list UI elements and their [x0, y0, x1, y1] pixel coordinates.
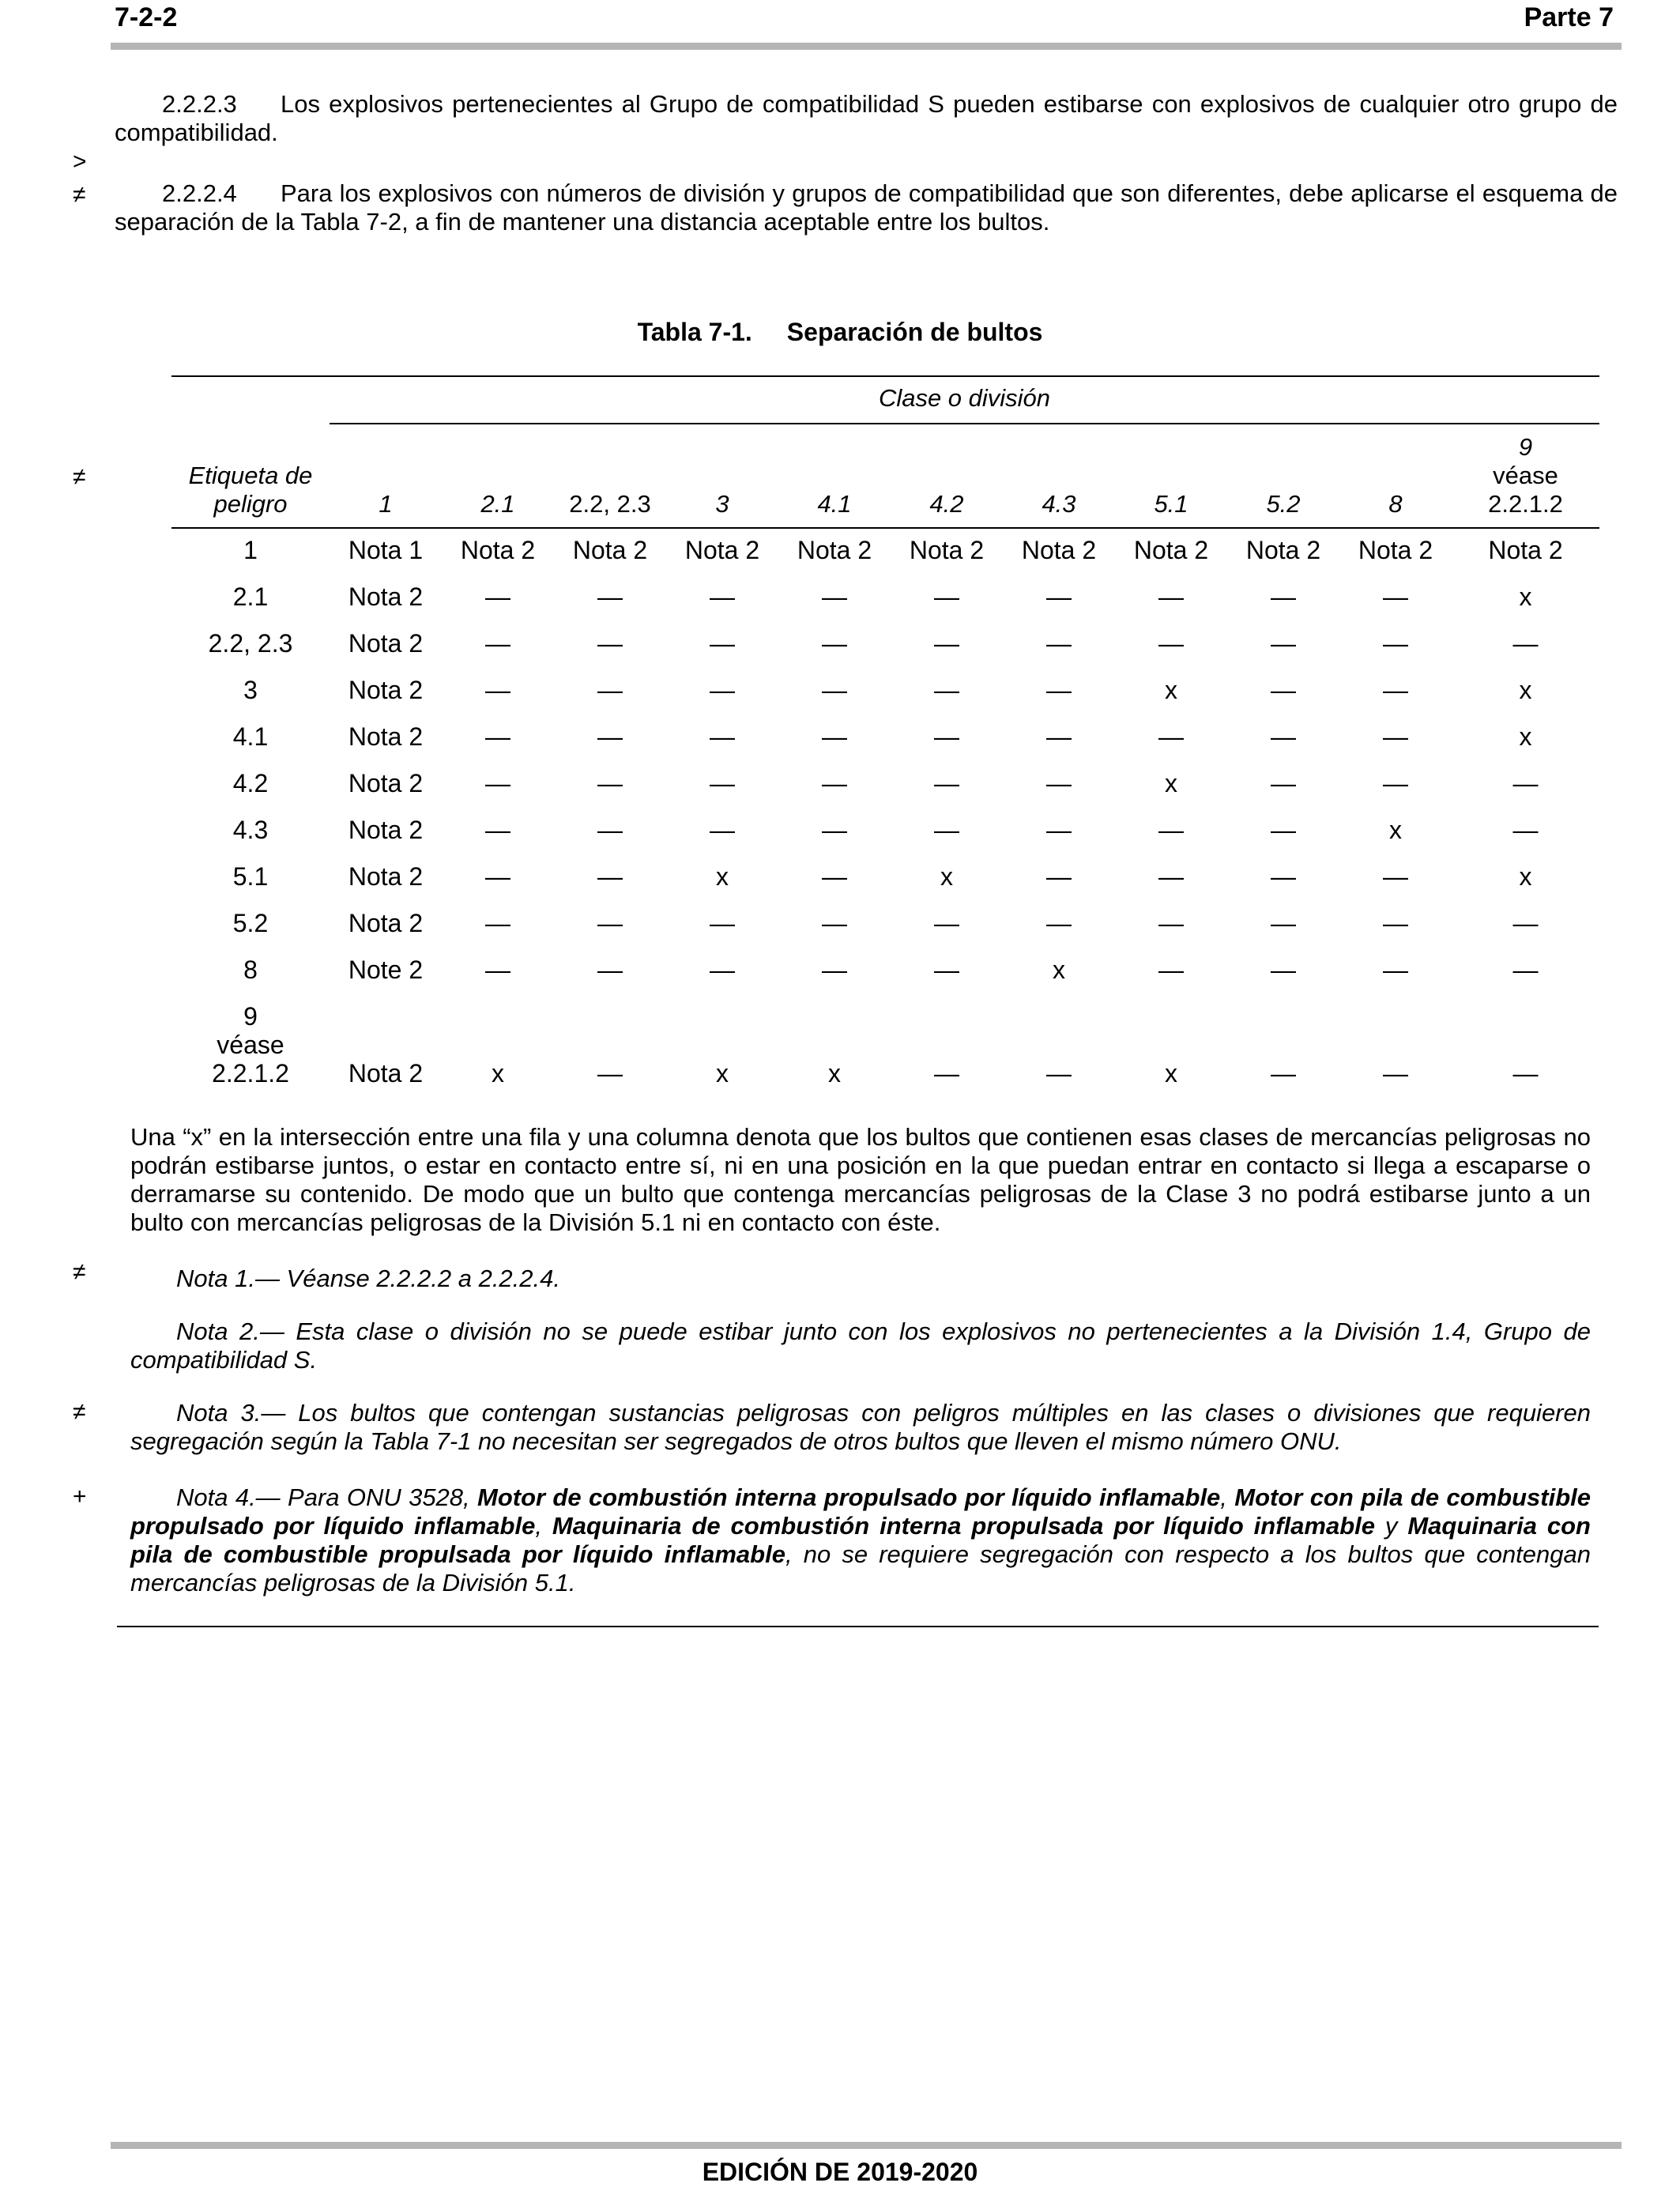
table-cell: — — [597, 956, 623, 984]
table-caption: Separación de bultos — [786, 318, 1043, 346]
table-cell: — — [1383, 909, 1408, 937]
table-cell: — — [485, 956, 510, 984]
table-cell: — — [1512, 816, 1539, 844]
table-cell: x — [1165, 676, 1177, 704]
edition-footer: EDICIÓN DE 2019-2020 — [702, 2158, 978, 2186]
table-cell: Nota 2 — [1133, 536, 1209, 564]
note-1 — [130, 1265, 1591, 1293]
table-cell: Nota 2 — [1021, 536, 1097, 564]
paragraph-number: 2.2.2.4 — [162, 179, 237, 207]
row-label: 4.3 — [232, 816, 269, 844]
table-cell: Nota 2 — [460, 536, 536, 564]
table-cell: — — [822, 816, 847, 844]
table-cell: — — [1383, 1059, 1408, 1088]
table-cell: — — [1512, 1059, 1539, 1088]
row-label: 3 — [243, 676, 258, 704]
table-cell: — — [934, 956, 959, 984]
table-rule-header — [171, 527, 1599, 529]
table-cell: Nota 2 — [348, 862, 424, 891]
row-header — [171, 462, 330, 518]
table-cell: — — [822, 676, 847, 704]
table-cell: Nota 2 — [1245, 536, 1321, 564]
table-cell: — — [710, 816, 735, 844]
table-cell: x — [1519, 722, 1532, 751]
table-cell: — — [1046, 676, 1072, 704]
table-cell: Nota 2 — [348, 909, 424, 937]
note-text: Nota 3.— Los bultos que contengan sustancias peligrosas con peligros múltiples en las clases o divisiones que requieren segregación según la Tabla 7-1 no necesitan ser segregados de otros bultos que lleven el mismo número ONU. — [130, 1399, 1591, 1455]
table-cell: — — [1046, 769, 1072, 797]
table-cell: x — [492, 1059, 504, 1088]
row-header-line: peligro — [213, 490, 288, 518]
table-cell: — — [1158, 909, 1184, 937]
table-cell: — — [1383, 676, 1408, 704]
table-cell: — — [710, 956, 735, 984]
table-cell: x — [1053, 956, 1065, 984]
row-label-line: 2.2.1.2 — [212, 1059, 289, 1088]
table-cell: x — [1519, 676, 1532, 704]
table-cell: x — [1165, 769, 1177, 797]
column-header-line: 2.2.1.2 — [1488, 490, 1563, 518]
table-cell: Nota 2 — [797, 536, 872, 564]
table-explanation: Una “x” en la intersección entre una fila y una columna denota que los bultos que contienen esas clases de mercancías peligrosas no podrán estibarse juntos, o estar en contacto entre sí, ni en una posición en la que puedan entrar en contacto si llega a escaparse o derramarse su contenido. De modo que un bulto que contenga mercancías peligrosas de la Clase 3 no podrá estibarse junto a un bulto con mercancías peligrosas de la División 5.1 ni en contacto con éste. — [130, 1123, 1591, 1236]
table-cell: — — [1158, 722, 1184, 751]
column-header-line: véase — [1493, 462, 1558, 489]
table-cell: — — [1271, 956, 1296, 984]
paragraph-2-2-2-4 — [115, 179, 1618, 236]
table-cell: — — [934, 1059, 959, 1088]
table-rule-top-left — [171, 375, 330, 377]
note-text: , — [1220, 1483, 1235, 1511]
table-cell: — — [1383, 956, 1408, 984]
table-cell: x — [1519, 582, 1532, 611]
row-label: 5.2 — [232, 909, 269, 937]
table-cell: — — [1046, 909, 1072, 937]
paragraph-text: Para los explosivos con números de división y grupos de compatibilidad que son diferentes, debe aplicarse el esquema de separación de la Tabla 7-2, a fin de mantener una distancia aceptable entre los bultos. — [115, 179, 1618, 236]
table-cell: — — [1046, 1059, 1072, 1088]
row-header-line: Etiqueta de — [188, 462, 313, 489]
column-header: 8 — [1388, 490, 1403, 518]
table-cell: — — [485, 862, 510, 891]
table-cell: — — [1046, 582, 1072, 611]
table-cell: — — [485, 909, 510, 937]
table-cell: — — [1158, 862, 1184, 891]
table-cell: x — [828, 1059, 841, 1088]
column-header: 4.1 — [817, 490, 852, 518]
table-cell: Nota 2 — [348, 676, 424, 704]
table-cell: — — [597, 676, 623, 704]
table-cell: — — [822, 582, 847, 611]
margin-mark: + — [73, 1483, 87, 1510]
note-bold-text: Maquinaria con pila de combustible propulsada por líquido inflamable — [130, 1512, 1591, 1568]
note-text: Nota 2.— Esta clase o división no se puede estibar junto con los explosivos no pertenecientes a la División 1.4, Grupo de compatibilidad S. — [130, 1318, 1591, 1374]
note-text: Nota 4.— Para ONU 3528, — [176, 1483, 477, 1511]
footer-rule — [111, 2142, 1622, 2149]
paragraph-text: Los explosivos pertenecientes al Grupo de compatibilidad S pueden estibarse con explosivos de cualquier otro grupo de compatibilidad. — [115, 90, 1618, 146]
table-cell: — — [822, 956, 847, 984]
table-cell: Nota 2 — [348, 816, 424, 844]
table-cell: x — [1389, 816, 1402, 844]
table-cell: — — [1046, 862, 1072, 891]
note-text: , no se requiere segregación con respecto a los bultos que contengan mercancías peligrosas de la División 5.1. — [130, 1540, 1591, 1596]
column-header: 4.2 — [929, 490, 964, 518]
table-cell: x — [940, 862, 953, 891]
table-cell: — — [597, 629, 623, 658]
table-cell: — — [934, 582, 959, 611]
table-cell: — — [1383, 722, 1408, 751]
table-cell: — — [710, 629, 735, 658]
table-cell: — — [1271, 862, 1296, 891]
table-cell: — — [822, 862, 847, 891]
row-label: 2.2, 2.3 — [208, 629, 293, 658]
column-header: 4.3 — [1042, 490, 1076, 518]
table-cell: — — [822, 769, 847, 797]
table-cell: — — [485, 676, 510, 704]
row-label-line: 9 — [243, 1002, 258, 1031]
row-label-line: véase — [217, 1031, 284, 1059]
column-header: 5.2 — [1266, 490, 1301, 518]
table-cell: x — [1519, 862, 1532, 891]
table-cell: — — [1271, 816, 1296, 844]
paragraph-2-2-2-3 — [115, 90, 1618, 147]
table-cell: — — [934, 769, 959, 797]
margin-mark: ≠ — [73, 182, 86, 208]
row-label: 2.1 — [232, 582, 269, 611]
margin-mark: ≠ — [73, 1399, 86, 1425]
margin-mark: ≠ — [73, 464, 86, 490]
table-cell: Nota 2 — [572, 536, 648, 564]
table-cell: — — [710, 582, 735, 611]
table-cell: — — [597, 862, 623, 891]
note-bold-text: Motor de combustión interna propulsado por líquido inflamable — [477, 1483, 1221, 1511]
table-cell: — — [1046, 816, 1072, 844]
note-text: , — [535, 1512, 552, 1540]
row-label: 4.2 — [232, 769, 269, 797]
table-cell: — — [1512, 629, 1539, 658]
column-header: 1 — [379, 490, 393, 518]
table-cell: Nota 2 — [1358, 536, 1433, 564]
table-cell: — — [597, 582, 623, 611]
table-title — [0, 318, 1680, 347]
table-rule-group — [330, 423, 1599, 424]
paragraph-number: 2.2.2.3 — [162, 90, 237, 118]
table-cell: — — [934, 722, 959, 751]
table-cell: — — [485, 722, 510, 751]
table-cell: — — [597, 909, 623, 937]
table-cell: — — [934, 629, 959, 658]
table-cell: — — [1271, 676, 1296, 704]
column-header: 2.1 — [480, 490, 515, 518]
table-cell: — — [1271, 909, 1296, 937]
table-cell: — — [1271, 629, 1296, 658]
margin-mark: ≠ — [73, 1259, 86, 1285]
table-cell: Nota 2 — [348, 629, 424, 658]
note-text: y — [1375, 1512, 1408, 1540]
note-2 — [130, 1318, 1591, 1374]
table-cell: — — [822, 629, 847, 658]
table-cell: — — [1271, 1059, 1296, 1088]
table-cell: — — [710, 909, 735, 937]
table-cell: — — [1383, 629, 1408, 658]
row-label: 1 — [243, 536, 258, 564]
table-cell: Nota 2 — [348, 1059, 424, 1088]
table-cell: — — [1158, 956, 1184, 984]
note-text: Nota 1.— Véanse 2.2.2.2 a 2.2.2.4. — [176, 1265, 560, 1292]
note-bold-text: Maquinaria de combustión interna propulsada por líquido inflamable — [552, 1512, 1375, 1540]
table-cell: Nota 2 — [684, 536, 760, 564]
table-number: Tabla 7-1. — [637, 318, 752, 346]
table-cell: — — [597, 1059, 623, 1088]
table-cell: — — [1383, 769, 1408, 797]
table-cell: — — [1046, 629, 1072, 658]
table-cell: — — [934, 909, 959, 937]
table-cell: — — [597, 722, 623, 751]
table-cell: — — [1158, 629, 1184, 658]
table-cell: — — [1512, 956, 1539, 984]
column-header: 3 — [715, 490, 729, 518]
table-cell: — — [710, 722, 735, 751]
table-cell: — — [485, 629, 510, 658]
table-cell: — — [1046, 722, 1072, 751]
table-cell: — — [822, 722, 847, 751]
table-cell: — — [934, 676, 959, 704]
table-cell: — — [485, 769, 510, 797]
notes-end-rule — [117, 1626, 1599, 1627]
table-cell: Nota 2 — [348, 769, 424, 797]
column-header-line: 9 — [1518, 433, 1533, 461]
row-label: 4.1 — [232, 722, 269, 751]
table-cell: Note 2 — [348, 956, 424, 984]
table-cell: — — [1512, 769, 1539, 797]
table-cell: — — [710, 676, 735, 704]
table-cell: Nota 2 — [909, 536, 985, 564]
table-cell: — — [822, 909, 847, 937]
table-cell: — — [710, 769, 735, 797]
table-cell: x — [1165, 1059, 1177, 1088]
table-cell: x — [716, 862, 729, 891]
table-cell: — — [485, 582, 510, 611]
table-cell: Nota 2 — [1488, 536, 1563, 564]
table-cell: — — [1271, 769, 1296, 797]
table-rule-top — [330, 375, 1599, 377]
table-cell: — — [485, 816, 510, 844]
table-cell: — — [1158, 582, 1184, 611]
column-header: 2.2, 2.3 — [569, 490, 651, 518]
header-rule — [111, 43, 1622, 50]
part-label: Parte 7 — [1524, 2, 1614, 32]
table-cell: — — [597, 769, 623, 797]
table-cell: Nota 2 — [348, 582, 424, 611]
table-cell: — — [1271, 722, 1296, 751]
row-label: 5.1 — [232, 862, 269, 891]
table-cell: Nota 1 — [348, 536, 424, 564]
row-label: 8 — [243, 956, 258, 984]
note-bold-text: Motor con pila de combustible propulsado por líquido inflamable — [130, 1483, 1591, 1540]
table-cell: — — [1383, 862, 1408, 891]
table-cell: x — [716, 1059, 729, 1088]
table-cell: — — [1383, 582, 1408, 611]
column-header: 5.1 — [1154, 490, 1188, 518]
note-3 — [130, 1399, 1591, 1456]
table-cell: — — [934, 816, 959, 844]
table-cell: — — [597, 816, 623, 844]
table-cell: — — [1512, 909, 1539, 937]
page-number: 7-2-2 — [115, 2, 178, 32]
column-header-last — [1452, 433, 1599, 518]
margin-mark: > — [73, 149, 87, 175]
table-cell: — — [1271, 582, 1296, 611]
note-4 — [130, 1483, 1591, 1597]
table-cell: Nota 2 — [348, 722, 424, 751]
table-cell: — — [1158, 816, 1184, 844]
group-header: Clase o división — [878, 384, 1051, 412]
